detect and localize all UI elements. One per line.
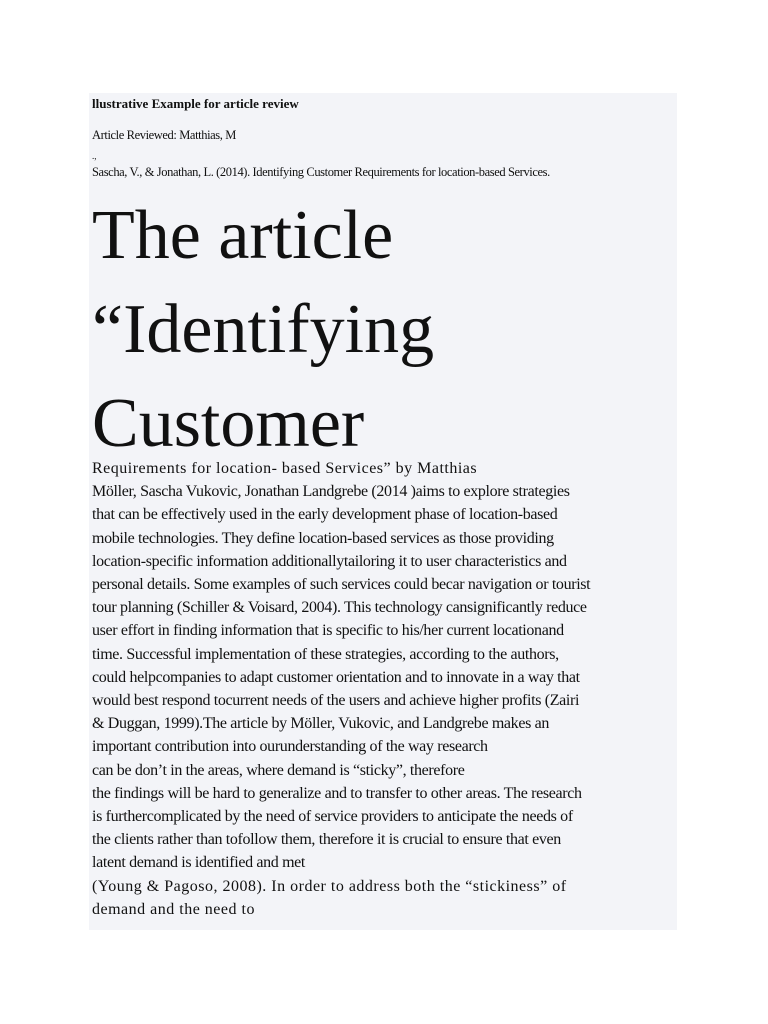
body-line: is furthercomplicated by the need of service providers to anticipate the needs of	[92, 808, 573, 826]
body-line: that can be effectively used in the early development phase of location-based	[92, 506, 558, 524]
body-line: the findings will be hard to generalize and to transfer to other areas. The research	[92, 784, 582, 802]
body-line: could helpcompanies to adapt customer orientation and to innovate in a way that	[92, 668, 580, 686]
document-page	[89, 93, 677, 930]
body-line: Möller, Sascha Vukovic, Jonathan Landgrebe (2014 )aims to explore strategies	[92, 483, 570, 501]
reviewed-mark: .,	[92, 151, 97, 161]
body-line: the clients rather than tofollow them, therefore it is crucial to ensure that even	[92, 831, 561, 849]
big-title-line-1: The article	[92, 197, 394, 274]
body-line: Requirements for location- based Services” by Matthias	[92, 460, 478, 477]
body-line: demand and the need to	[92, 900, 255, 918]
body-line: important contribution into ourunderstanding of the way research	[92, 738, 488, 756]
reviewed-line: Article Reviewed: Matthias, M	[92, 128, 236, 142]
body-line: can be don’t in the areas, where demand is “sticky”, therefore	[92, 761, 465, 779]
body-line: location-specific information additionallytailoring it to user characteristics and	[92, 552, 567, 570]
body-line: user effort in finding information that is specific to his/her current locationand	[92, 622, 564, 640]
big-title-line-3: Customer	[92, 385, 365, 462]
body-line: (Young & Pagoso, 2008). In order to address both the “stickiness” of	[92, 877, 567, 895]
body-line: tour planning (Schiller & Voisard, 2004). This technology cansignificantly reduce	[92, 599, 587, 617]
big-title-line-2: “Identifying	[92, 291, 435, 368]
document-heading: llustrative Example for article review	[92, 96, 299, 111]
body-line: time. Successful implementation of these strategies, according to the authors,	[92, 645, 559, 663]
body-line: & Duggan, 1999).The article by Möller, Vukovic, and Landgrebe makes an	[92, 715, 550, 733]
body-paragraph	[92, 457, 677, 921]
body-line: personal details. Some examples of such services could becar navigation or tourist	[92, 576, 591, 594]
citation-line: Sascha, V., & Jonathan, L. (2014). Identifying Customer Requirements for location-based Services.	[92, 165, 550, 179]
body-line: would best respond tocurrent needs of the users and achieve higher profits (Zairi	[92, 692, 580, 710]
body-line: mobile technologies. They define location-based services as those providing	[92, 529, 554, 547]
body-line: latent demand is identified and met	[92, 854, 306, 872]
